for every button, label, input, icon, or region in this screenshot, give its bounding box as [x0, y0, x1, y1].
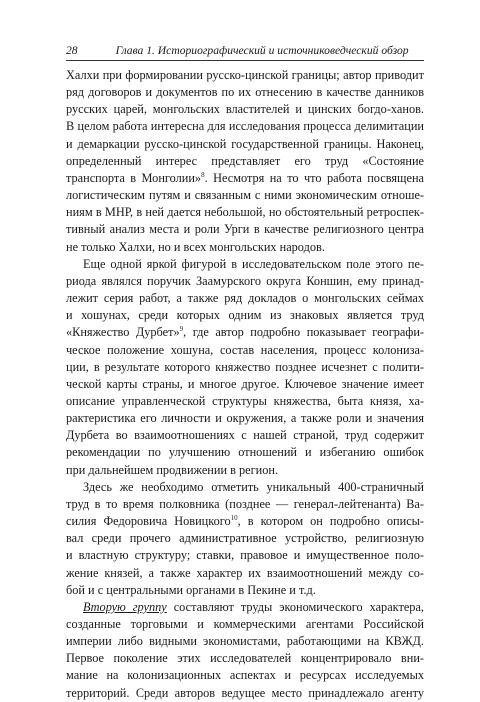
- text-line: русских царей, монгольских властителей и цинских богдо-ханов.: [66, 102, 424, 117]
- body-text: [66, 67, 424, 702]
- text-line: Здесь же необходимо отметить уникальный 400-страничный: [83, 479, 424, 494]
- text-line: рекомендации по улучшению отношений и избеганию ошибок: [66, 445, 424, 460]
- text-line: Дурбета во взаимоотношениях с нашей страной, труд содержит: [66, 428, 424, 443]
- text-line: Первое поколение этих исследователей концентрировало вни-: [66, 651, 424, 666]
- text-line: [66, 513, 424, 530]
- text-line: и властную структуру; ставки, правовое и имущественное поло-: [66, 548, 424, 563]
- text-line: Еще одной яркой фигурой в исследовательском поле этого пе-: [83, 256, 424, 271]
- text-line: жение князей, а также характер их взаимоотношений между со-: [66, 565, 424, 580]
- text-line: не только Халхи, но и всех монгольских народов.: [66, 239, 325, 254]
- paragraph-1: [66, 67, 424, 256]
- text-line: территорий. Среди авторов ведущее место принадлежало агенту: [66, 685, 424, 700]
- footnote-ref: 8: [201, 170, 205, 179]
- text-line: логистическим путям и связанным с ними экономическим отноше-: [66, 188, 424, 203]
- text-line: Халхи при формировании русско-цинской границы; автор приводит: [66, 68, 424, 82]
- text-line: В целом работа интересна для исследования процесса делимитации: [66, 119, 424, 134]
- text-segment: , в котором он подробно описы-: [237, 514, 425, 529]
- text-line: ческое положение хошуна, состав населения, процесс колониза-: [66, 342, 424, 357]
- text-segment: «Княжество Дурбет»: [66, 325, 180, 340]
- text-line: описание управленческой структуры княжества, быта князя, ха-: [66, 393, 424, 408]
- text-line: тивный анализ места и роли Урги в качестве религиозного центра: [66, 222, 424, 237]
- text-line: труд в то время полковника (позднее — генерал-лейтенанта) Ва-: [66, 496, 424, 511]
- footnote-ref: 10: [230, 513, 238, 522]
- paragraph-3: [66, 479, 424, 599]
- header-rule: [66, 60, 424, 61]
- footnote-ref: 9: [179, 325, 184, 334]
- text-line: [66, 170, 424, 187]
- emphasized-term: Вторую группу: [83, 599, 167, 614]
- running-header: [66, 44, 424, 57]
- paragraph-4: [66, 599, 424, 702]
- text-line: вал среди прочего административное устройство, религиозную: [66, 531, 424, 546]
- text-line: империи либо видными экономистами, работающими на КВЖД.: [66, 634, 424, 649]
- text-line: ции, в результате которого княжество позднее исчезнет с полити-: [66, 359, 424, 374]
- text-line: и демаркации русско-цинской государственной границы. Наконец,: [66, 136, 424, 151]
- text-segment: транспорта в Монголии»: [66, 170, 202, 185]
- text-line: и хошунах, среди которых одним из знаковых является труд: [66, 308, 424, 323]
- text-line: определенный интерес представляет его труд «Состояние: [66, 153, 424, 168]
- text-line: бой и с центральными органами в Пекине и т.д.: [66, 582, 316, 597]
- text-segment: , где автор подробно показывает географи-: [183, 325, 424, 340]
- text-line: ряд договоров и документов по их отнесению в качестве данников: [66, 85, 424, 100]
- text-line: [66, 599, 424, 616]
- page-number: 28: [66, 44, 78, 57]
- text-line: созданные торговыми и коммерческими агентами Российской: [66, 617, 424, 631]
- text-line: [66, 324, 424, 341]
- text-line: лежит серия работ, а также ряд докладов о монгольских сеймах: [66, 291, 424, 306]
- paragraph-2: [66, 256, 424, 479]
- text-line: при дальнейшем продвижении в регион.: [66, 462, 279, 477]
- running-title: Глава 1. Историографический и источниковедческий обзор: [115, 44, 409, 57]
- text-line: риода являлся поручик Заамурского округа Коншин, ему принад-: [66, 273, 424, 288]
- text-segment: . Несмотря на то что работа посвящена: [204, 170, 424, 185]
- text-line: мание на колонизационных аспектах и ресурсах исследуемых: [66, 668, 424, 683]
- text-segment: силия Федоровича Новицкого: [66, 514, 231, 529]
- text-line: ниям в МНР, в ней дается небольшой, но обстоятельный ретроспек-: [66, 205, 424, 220]
- text-line: ческой карты страны, и многое другое. Ключевое значение имеет: [66, 376, 424, 391]
- text-line: рактеристика его личности и окружения, а также роли и значения: [66, 411, 424, 426]
- text-segment: составляют труды экономического характера,: [166, 599, 424, 614]
